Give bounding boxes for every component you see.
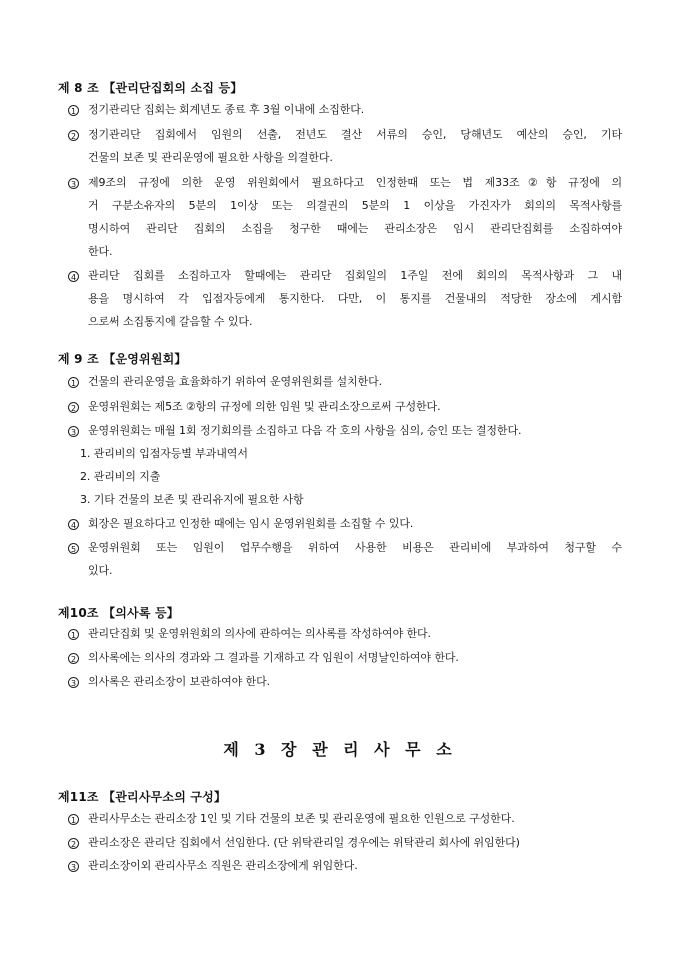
item-marker: 2 bbox=[68, 402, 79, 413]
article-title: 제11조 【관리사무소의 구성】 bbox=[58, 790, 227, 804]
article-title: 제 9 조 【운영위원회】 bbox=[58, 352, 187, 366]
item-text-line: 운영위원회는 제5조 ②항의 규정에 의한 임원 및 관리소장으로써 구성한다. bbox=[88, 400, 441, 413]
item-text-line: 정기관리단 집회는 회계년도 종료 후 3월 이내에 소집한다. bbox=[88, 103, 365, 116]
item-marker: 2 bbox=[68, 130, 79, 141]
item-text-line: 관리단 집회를 소집하고자 할때에는 관리단 집회일의 1주일 전에 회의의 목적사항과 그 내 bbox=[88, 269, 622, 282]
item-marker: 4 bbox=[68, 519, 79, 530]
item-marker: 5 bbox=[68, 543, 79, 554]
item-text-line: 명시하여 관리단 집회의 소집을 청구한 때에는 관리소장은 임시 관리단집회를 소집하여야 bbox=[88, 222, 622, 235]
item-marker: 1 bbox=[68, 629, 79, 640]
item-text-line: 관리소장은 관리단 집회에서 선임한다. (단 위탁관리일 경우에는 위탁관리 회사에 위임한다) bbox=[88, 836, 520, 849]
item-marker: 3 bbox=[68, 861, 79, 872]
item-marker: 1 bbox=[68, 377, 79, 388]
item-text-line: 있다. bbox=[88, 564, 113, 577]
item-text-line: 운영위원회 또는 임원이 업무수행을 위하여 사용한 비용은 관리비에 부과하여 청구할 수 bbox=[88, 541, 622, 554]
item-text-line: 정기관리단 집회에서 임원의 선출, 전년도 결산 서류의 승인, 당해년도 예산의 승인, 기타 bbox=[88, 128, 622, 141]
item-marker: 3 bbox=[68, 426, 79, 437]
item-marker: 1 bbox=[68, 814, 79, 825]
item-text-line: 거 구분소유자의 5분의 1이상 또는 의결권의 5분의 1 이상을 가진자가 회의의 목적사항를 bbox=[88, 199, 622, 212]
item-text-line: 관리사무소는 관리소장 1인 및 기타 건물의 보존 및 관리운영에 필요한 인원으로 구성한다. bbox=[88, 812, 515, 825]
chapter-title: 제 3 장 관 리 사 무 소 bbox=[223, 740, 457, 759]
item-marker: 1 bbox=[68, 105, 79, 116]
article-title: 제 8 조 【관리단집회의 소집 등】 bbox=[58, 81, 243, 95]
item-marker: 3 bbox=[68, 178, 79, 189]
item-marker: 2 bbox=[68, 653, 79, 664]
item-text-line: 제9조의 규정에 의한 운영 위원회에서 필요하다고 인정한때 또는 법 제33조②항 규정에 의 bbox=[88, 176, 622, 189]
item-text-line: 한다. bbox=[88, 245, 113, 258]
item-text-line: 용을 명시하여 각 입점자등에게 통지한다. 다만, 이 통지를 건물내의 적당한 장소에 게시함 bbox=[88, 292, 622, 305]
item-text-line: 회장은 필요하다고 인정한 때에는 임시 운영위원회를 소집할 수 있다. bbox=[88, 517, 414, 530]
article-title: 제10조 【의사록 등】 bbox=[58, 606, 180, 620]
item-marker: 2 bbox=[68, 838, 79, 849]
item-text-line: 관리소장이외 관리사무소 직원은 관리소장에게 위임한다. bbox=[88, 859, 358, 872]
item-marker: 3 bbox=[68, 677, 79, 688]
item-text-line: 으로써 소집통지에 갈음할 수 있다. bbox=[88, 315, 253, 328]
item-marker: 4 bbox=[68, 271, 79, 282]
sub-item: 1. 관리비의 입점자등별 부과내역서 bbox=[80, 447, 248, 460]
item-text-line: 의사록에는 의사의 경과와 그 결과를 기재하고 각 임원이 서명날인하여야 한다. bbox=[88, 651, 459, 664]
item-text-line: 의사록은 관리소장이 보관하여야 한다. bbox=[88, 675, 271, 688]
sub-item: 2. 관리비의 지출 bbox=[80, 470, 161, 483]
item-text-line: 운영위원회는 매월 1회 정기회의를 소집하고 다음 각 호의 사항을 심의, 승인 또는 결정한다. bbox=[88, 424, 522, 437]
sub-item: 3. 기타 건물의 보존 및 관리유지에 필요한 사항 bbox=[80, 493, 304, 506]
item-text-line: 건물의 보존 및 관리운영에 필요한 사항을 의결한다. bbox=[88, 151, 333, 164]
item-text-line: 관리단집회 및 운영위원회의 의사에 관하여는 의사록를 작성하여야 한다. bbox=[88, 627, 431, 640]
item-text-line: 건물의 관리운영을 효율화하기 위하여 운영위원회를 설치한다. bbox=[88, 375, 383, 388]
